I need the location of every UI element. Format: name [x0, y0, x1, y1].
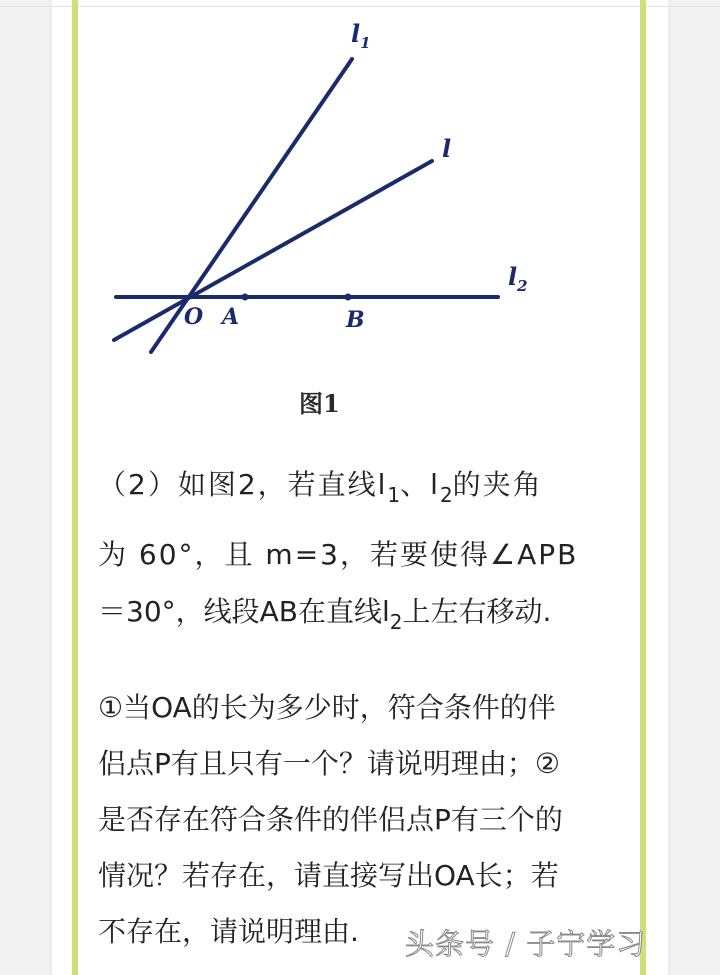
- right-green-border: [640, 0, 646, 975]
- geometry-figure: [80, 10, 560, 430]
- paragraph2-line4: 情况？若存在，请直接写出OA长；若: [98, 859, 559, 892]
- label-O: O: [184, 304, 204, 330]
- paragraph2-line5: 不存在，请说明理由.: [98, 915, 359, 948]
- line-l: [114, 161, 432, 340]
- label-l: l: [442, 134, 452, 163]
- paragraph1-line1: （2）如图2，若直线$l_1$、$l_2$的夹角: [98, 468, 543, 507]
- label-l1: $l_1$: [351, 19, 371, 52]
- watermark: 头条号 / 子宁学习: [405, 927, 647, 961]
- paragraph1-line3: ＝30°，线段AB在直线$l_2$上左右移动.: [98, 595, 552, 634]
- label-B: B: [346, 307, 365, 333]
- paragraph1-line2: 为 60°，且 m=3，若要使得∠APB: [98, 538, 579, 571]
- left-green-border: [72, 0, 78, 975]
- label-A: A: [222, 304, 240, 330]
- top-divider: [0, 6, 720, 7]
- point-A: [242, 294, 249, 301]
- paragraph2-line2: 侣点P有且只有一个？请说明理由；②: [98, 747, 560, 780]
- line-l1: [151, 59, 352, 352]
- figure-caption: 图1: [299, 389, 340, 418]
- paragraph2-line3: 是否存在符合条件的伴侣点P有三个的: [98, 803, 563, 836]
- label-l2: $l_2$: [508, 262, 528, 295]
- paragraph2-line1: ①当OA的长为多少时，符合条件的伴: [98, 691, 556, 724]
- point-B: [345, 294, 352, 301]
